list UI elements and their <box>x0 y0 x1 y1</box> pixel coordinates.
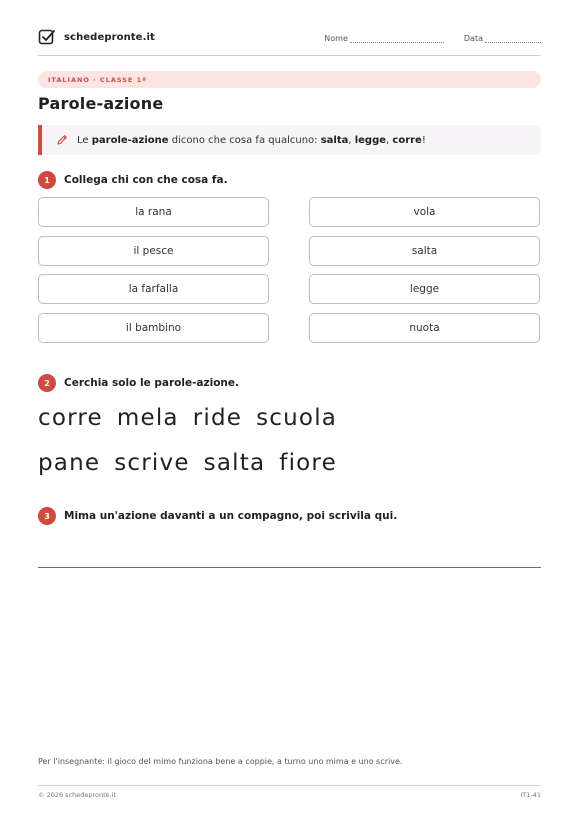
checkbox-logo-icon <box>38 28 56 46</box>
word-option[interactable]: fiore <box>279 450 337 476</box>
page-header <box>38 28 541 56</box>
callout-example-1: salta <box>320 134 349 146</box>
callout-term: parole-azione <box>91 134 169 146</box>
match-left-item[interactable]: il pesce <box>38 236 269 266</box>
date-label: Data <box>463 34 483 43</box>
word-option[interactable]: scrive <box>114 450 190 476</box>
definition-callout <box>38 125 541 155</box>
date-field[interactable] <box>464 34 541 43</box>
exercise-number: 2 <box>38 374 56 392</box>
exercise-2-heading <box>38 374 239 392</box>
header-fields <box>324 28 541 43</box>
word-option[interactable]: pane <box>38 450 101 476</box>
word-row-1 <box>38 405 337 431</box>
word-option[interactable]: ride <box>192 405 243 431</box>
match-right-item[interactable]: salta <box>309 236 540 266</box>
exercise-3-heading <box>38 507 397 525</box>
word-row-2 <box>38 450 337 476</box>
exercise-instruction: Collega chi con che cosa fa. <box>64 174 228 186</box>
date-dots <box>485 35 541 43</box>
match-left-item[interactable]: la rana <box>38 197 269 227</box>
word-option[interactable]: scuola <box>256 405 338 431</box>
logo-text: schedepronte.it <box>64 31 155 43</box>
word-option[interactable]: mela <box>116 405 179 431</box>
footer-code: IT1-41 <box>520 791 541 799</box>
callout-example-2: legge <box>354 134 387 146</box>
callout-example-3: corre <box>392 134 422 146</box>
match-right-item[interactable]: nuota <box>309 313 540 343</box>
word-option[interactable]: salta <box>203 450 266 476</box>
exercise-instruction: Mima un'azione davanti a un compagno, poi scrivila qui. <box>64 510 398 522</box>
teacher-note: Per l'insegnante: il gioco del mimo funziona bene a coppie, a turno uno mima e uno scrive. <box>38 757 403 766</box>
name-dots <box>350 35 444 43</box>
pencil-icon <box>56 134 68 146</box>
answer-line[interactable] <box>38 567 541 568</box>
name-label: Nome <box>324 34 348 43</box>
subject-bar <box>38 71 541 88</box>
exercise-number: 1 <box>38 171 56 189</box>
exercise-1-heading <box>38 171 228 189</box>
match-left-item[interactable]: la farfalla <box>38 274 269 304</box>
exercise-instruction: Cerchia solo le parole-azione. <box>64 377 240 389</box>
name-field[interactable] <box>324 34 444 43</box>
page-title: Parole-azione <box>38 94 164 113</box>
callout-text: Le parole-azione dicono che cosa fa qualcuno: salta, legge, corre! <box>77 134 426 146</box>
subject-label: ITALIANO · CLASSE 1ª <box>48 75 147 84</box>
logo <box>38 28 155 46</box>
footer-copyright: © 2026 schedepronte.it <box>38 791 117 799</box>
word-option[interactable]: corre <box>38 405 103 431</box>
match-right-item[interactable]: legge <box>309 274 540 304</box>
match-right-item[interactable]: vola <box>309 197 540 227</box>
match-left-item[interactable]: il bambino <box>38 313 269 343</box>
exercise-number: 3 <box>38 507 56 525</box>
footer-divider <box>38 785 541 786</box>
